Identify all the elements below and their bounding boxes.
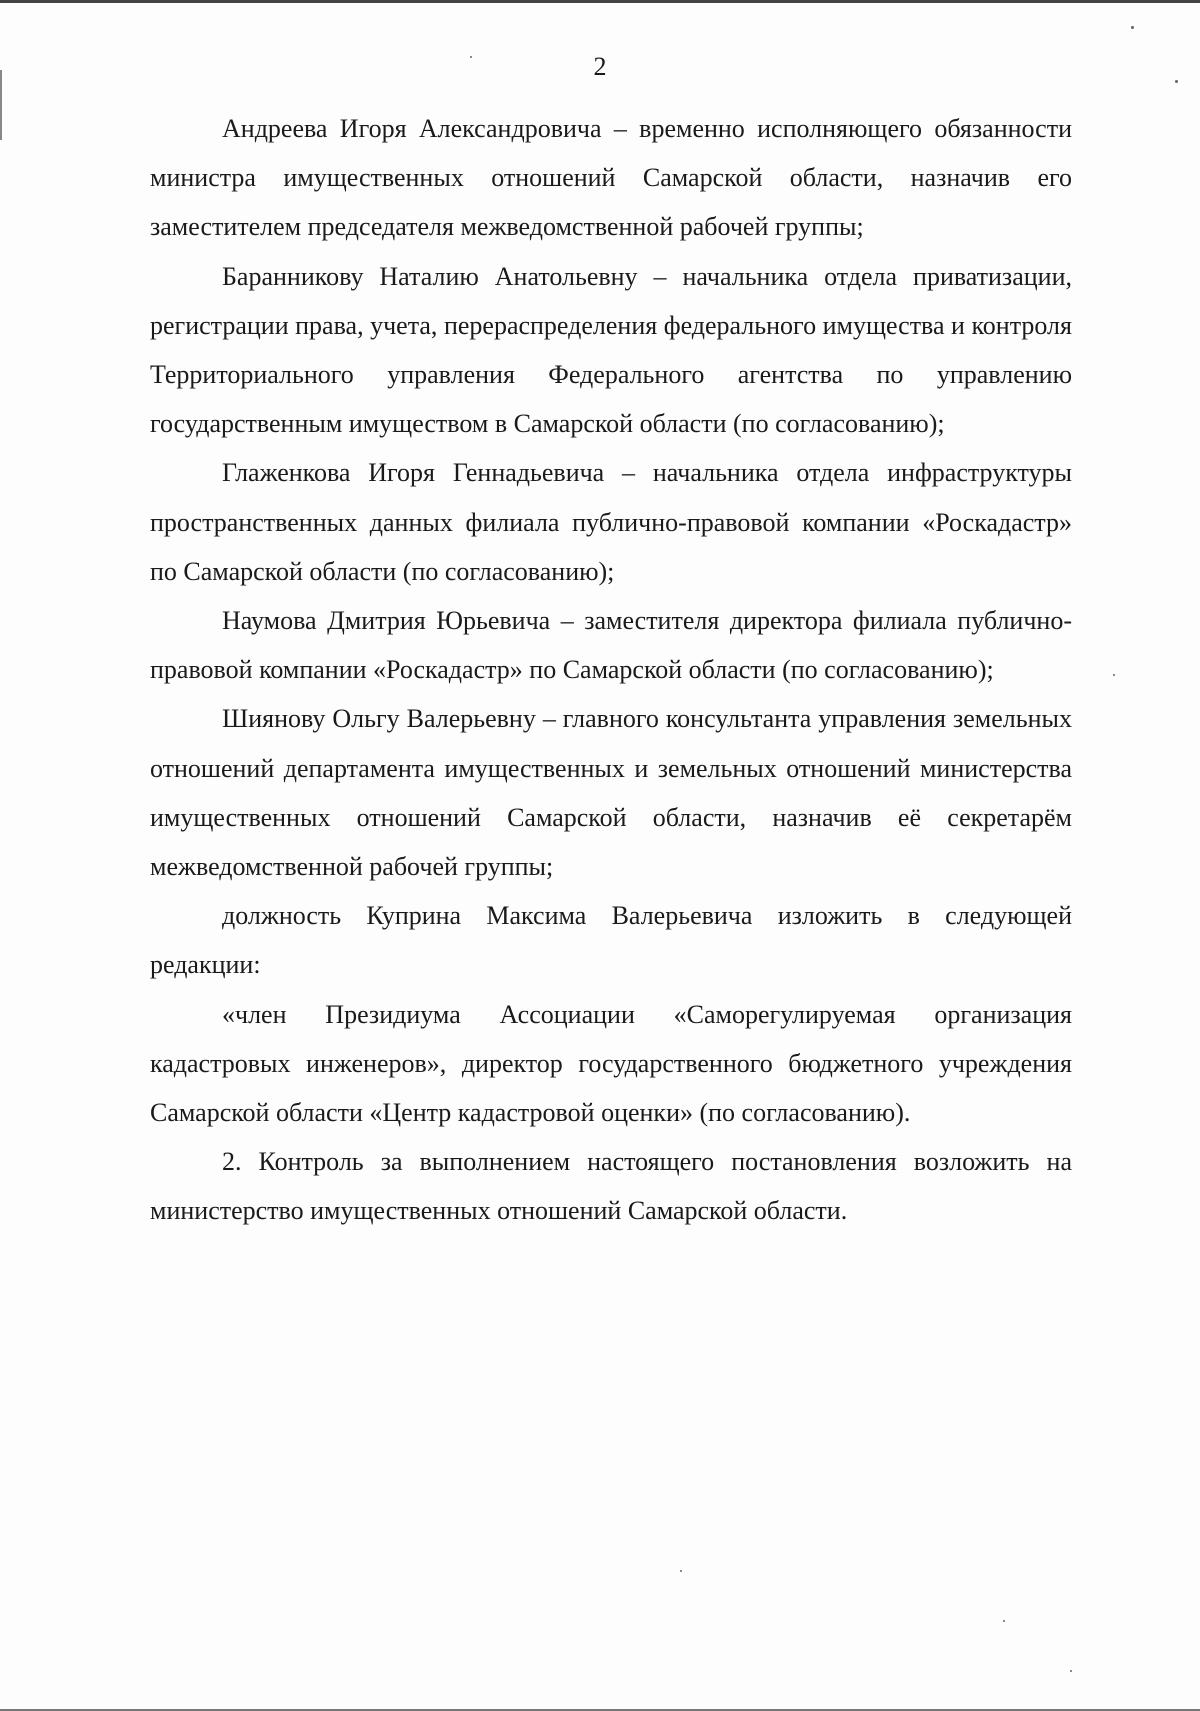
- page-number: 2: [593, 52, 607, 81]
- scan-speck: [1003, 1620, 1005, 1622]
- paragraph-control-clause: 2. Контроль за выполнением настоящего постановления возложить на министерство имущественных отношений Самарской области.: [150, 1147, 1072, 1226]
- scan-speck: [1070, 1670, 1072, 1672]
- scan-speck: [1175, 80, 1178, 83]
- paragraph-barannikova: Баранникову Наталию Анатольевну – начальника отдела приватизации, регистрации права, учета, перераспределения федерального имущества и контроля Территориального управления Федерального агентства по управлению государственным имуществом в Самарской области (по согласованию);: [150, 261, 1072, 439]
- paragraph-glazhenkov: Глаженкова Игоря Геннадьевича – начальника отдела инфраструктуры пространственных данных филиала публично-правовой компании «Роскадастр» по Самарской области (по согласованию);: [150, 458, 1072, 586]
- scan-speck: [1113, 674, 1115, 676]
- paragraph-andreev: Андреева Игоря Александровича – временно исполняющего обязанности министра имущественных отношений Самарской области, назначив его заместителем председателя межведомственной рабочей группы;: [150, 114, 1072, 242]
- paragraph-kuprin-position: должность Куприна Максима Валерьевича изложить в следующей редакции:: [150, 901, 1072, 980]
- paragraph-kuprin-new-text: «член Президиума Ассоциации «Саморегулируемая организация кадастровых инженеров», директор государственного бюджетного учреждения Самарской области «Центр кадастровой оценки» (по согласованию).: [150, 999, 1072, 1128]
- paragraph-naumov: Наумова Дмитрия Юрьевича – заместителя директора филиала публично-правовой компании «Роскадастр» по Самарской области (по согласованию);: [150, 606, 1072, 685]
- scan-speck: [680, 1570, 682, 1572]
- paragraph-shiyanova: Шиянову Ольгу Валерьевну – главного консультанта управления земельных отношений департамента имущественных и земельных отношений министерства имущественных отношений Самарской области, назначив её секретарём межведомственной рабочей группы;: [150, 704, 1072, 882]
- scan-edge-top: [0, 0, 1200, 3]
- scan-speck: [1131, 26, 1134, 29]
- scan-speck: [470, 56, 472, 58]
- document-body: [150, 104, 1072, 1236]
